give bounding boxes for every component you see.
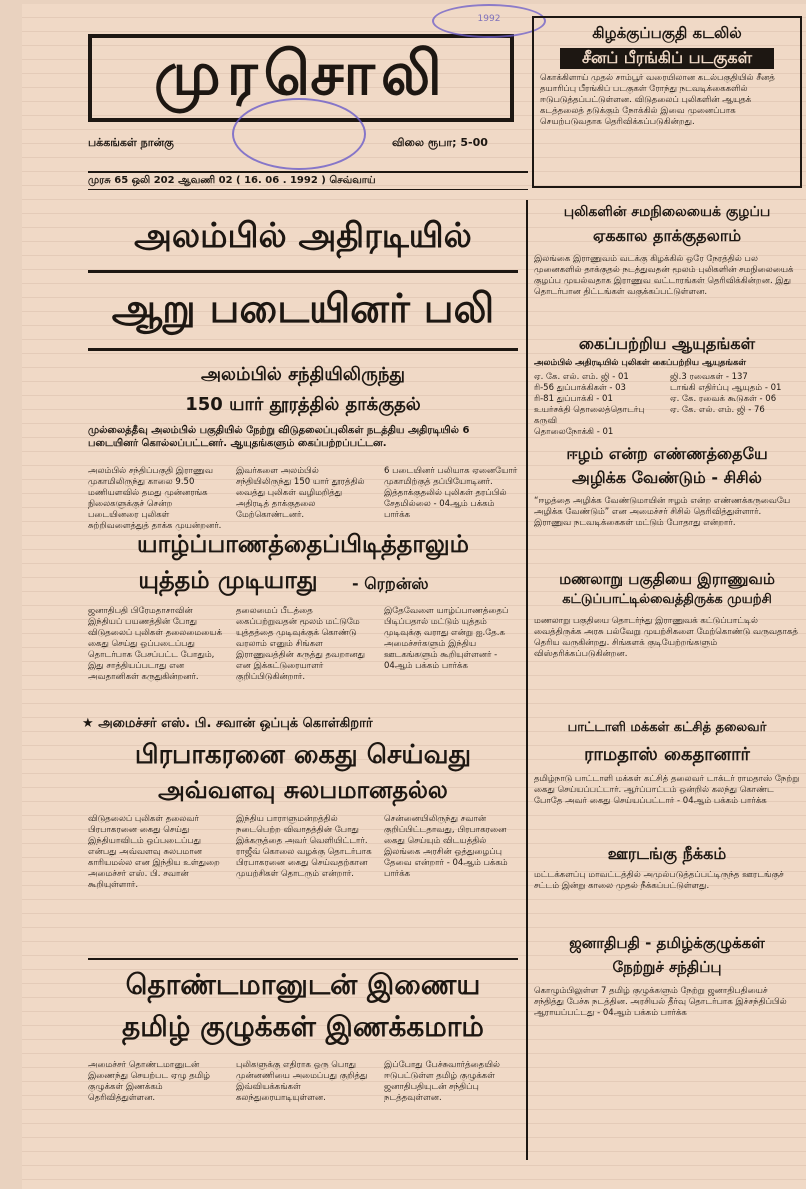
lead-paragraph: முல்லைத்தீவு அலம்பில் பகுதியில் நேற்று விடுதலைப்புலிகள் நடத்திய அதிரடியில் 6 படையினர் கொல்லப்பட்டனர். ஆயுதங்களும் கைப்பற்றப்பட்டன. bbox=[88, 425, 470, 449]
lead-col-3: 6 படையினர் பலியாக ஏனையோர் முகாமிற்குத் தப்பியோடினர். இத்தாக்குதலில் புலிகள் தரப்பில் சேதமில்லை - 04ஆம் பக்கம் பார்க்க bbox=[384, 466, 518, 520]
thonda-col-3: இப்போது பேச்சுவார்த்தையில் ஈடுபட்டுள்ள தமிழ் குழுக்கள் ஜனாதிபதியுடன் சந்திப்பு நடத்தவுள்ளன. bbox=[384, 1060, 500, 1103]
weapon-item: ஜி.3 ரவைகள் - 137 bbox=[670, 372, 748, 382]
top-box-headline: கிழக்குப்பகுதி கடலில் bbox=[592, 24, 742, 42]
minister-tag-text: அமைச்சர் எஸ். பி. சவான் ஒப்புக் கொள்கிறார் bbox=[98, 716, 373, 731]
lead-rule-2 bbox=[88, 348, 518, 351]
right-s5-body: தமிழ்நாடு பாட்டாளி மக்கள் கட்சித் தலைவர் டாக்டர் ராமதாஸ் நேற்று கைது செய்யப்பட்டார். ஆர்ப்பாட்டம் ஒன்றில் கலந்து கொண்ட போதே அவர் கைது செய்யப்பட்டார் - 04ஆம் பக்கம் பார்க்க bbox=[534, 774, 800, 806]
right-s3-head-1: ஈழம் என்ற எண்ணத்தையே bbox=[566, 444, 768, 463]
library-stamp bbox=[432, 4, 546, 38]
weapon-item: ஏ. கே. எல். எம். ஜி - 76 bbox=[670, 405, 765, 415]
minister-col-1: விடுதலைப் புலிகள் தலைவர் பிரபாகரனை கைது செய்து இந்தியாவிடம் ஒப்படைப்பது என்பது அவ்வளவு சுலபமான காரியமல்ல என இந்திய உள்துறை அமைச்சர் எஸ். பி. சவான் கூறியுள்ளார். bbox=[88, 814, 220, 890]
weapon-item: தொலைநோக்கி - 01 bbox=[534, 427, 614, 437]
lead-rule bbox=[88, 270, 518, 273]
right-s1-body: இலங்கை இராணுவம் வடக்கு கிழக்கில் ஒரே நேரத்தில் பல முனைகளில் தாக்குதல் நடத்துவதன் மூலம் புலிகளின் சமநிலையைக் குழப்ப முயல்வதாக இராணுவ வட்டாரங்கள் தெரிவிக்கின்றன. இது தொடர்பான திட்டங்கள் வகுக்கப்பட்டுள்ளன. bbox=[534, 254, 794, 297]
right-s2-intro: அலம்பில் அதிரடியில் புலிகள் கைப்பற்றிய ஆயுதங்கள் bbox=[534, 358, 747, 368]
right-s7-head-1: ஜனாதிபதி - தமிழ்க்குழுக்கள் bbox=[569, 934, 765, 952]
weapon-item: ஏ. கே. எல். எம். ஜி - 01 bbox=[534, 372, 629, 382]
right-s2-head: கைப்பற்றிய ஆயுதங்கள் bbox=[578, 334, 756, 353]
weapon-item: ஏ. கே. ரவைக் கூடுகள் - 06 bbox=[670, 394, 777, 404]
right-s4-head-2: கட்டுப்பாட்டில்வைத்திருக்க முயற்சி bbox=[562, 592, 772, 607]
minister-tag bbox=[82, 716, 522, 732]
minister-col-3: சென்னையிலிருந்து சவான் குறிப்பிட்டதாவது, பிரபாகரனை கைது செய்யும் விடயத்தில் இலங்கை அரசின் ஒத்துழைப்பு தேவை என்றார் - 04ஆம் பக்கம் பார்க்க bbox=[384, 814, 508, 879]
newspaper-page bbox=[22, 4, 806, 1189]
right-s7-body: கொழும்பிலுள்ள 7 தமிழ் குழுக்களும் நேற்று ஜனாதிபதியைச் சந்தித்து பேச்சு நடத்தின. அரசியல் தீர்வு தொடர்பாக இச்சந்திப்பில் ஆராயப்பட்டது - 04ஆம் பக்கம் பார்க்க bbox=[534, 986, 787, 1018]
thonda-rule bbox=[88, 958, 518, 960]
weapon-item: உயர்சக்தி தொலைத்தொடர்பு கருவி bbox=[534, 405, 645, 426]
jaffna-byline: - ரெறன்ஸ் bbox=[352, 574, 429, 593]
top-box-subheadline: சீனப் பீரங்கிப் படகுகள் bbox=[560, 48, 774, 69]
right-s5-tag: பாட்டாளி மக்கள் கட்சித் தலைவர் bbox=[567, 720, 767, 735]
right-s6-body: மட்டக்களப்பு மாவட்டத்தில் அமுல்படுத்தப்பட்டிருந்த ஊரடங்குச் சட்டம் இன்று காலை முதல் நீக்கப்பட்டுள்ளது. bbox=[534, 870, 784, 891]
price-label: விலை ரூபா; 5-00 bbox=[392, 136, 488, 149]
received-stamp bbox=[232, 98, 366, 170]
minister-col-2: இந்திய பாராளுமன்றத்தில் நடைபெற்ற விவாதத்தின் போது இக்கருத்தை அவர் வெளியிட்டார். ராஜீவ் கொலை வழக்கு தொடர்பாக பிரபாகரனை கைது செய்வதற்கான முயற்சிகள் தொடரும் என்றார். bbox=[236, 814, 372, 879]
column-divider bbox=[526, 200, 528, 1160]
thonda-col-2: புலிகளுக்கு எதிராக ஒரு பொது முன்னணியை அமைப்பது குறித்து இவ்வியக்கங்கள் கலந்துரையாடியுள்ளன. bbox=[236, 1060, 368, 1103]
jaffna-col-2: தலைமைப் பீடத்தை கைப்பற்றுவதன் மூலம் மட்டுமே யுத்தத்தை முடிவுக்குக் கொண்டு வரலாம் எனும் சிங்கள இராணுவத்தின் கருத்து தவறானது என இக்கட்டுரையாளர் குறிப்பிடுகின்றார். bbox=[236, 606, 366, 682]
lead-headline-1: அலம்பில் அதிரடியில் bbox=[134, 216, 472, 256]
weapons-list-2 bbox=[670, 372, 800, 416]
stamp-year: 1992 bbox=[477, 14, 501, 24]
lead-col-1: அலம்பில் சந்திப்பகுதி இராணுவ முகாமிலிருந்து காலை 9.50 மணியளவில் தமது முன்னரங்க நிலைகளுக்குச் சென்ற படையினரை புலிகள் சுற்றிவளைத்துத் தாக்க முயன்றனர். bbox=[88, 466, 222, 531]
jaffna-col-1: ஜனாதிபதி பிரேமதாசாவின் இந்தியப் பயணத்தின் போது விடுதலைப் புலிகள் தலைமையைக் கைது செய்து ஒப்படைப்பது தொடர்பாக பேசப்பட்ட போதும், இது சாத்தியப்படாது என அவதானிகள் கருதுகின்றனர். bbox=[88, 606, 222, 682]
minister-headline-1: பிரபாகரனை கைது செய்வது bbox=[134, 740, 472, 770]
lead-sub-2: 150 யார் தூரத்தில் தாக்குதல் bbox=[185, 394, 421, 415]
jaffna-headline-2: யுத்தம் முடியாது bbox=[138, 566, 318, 594]
lead-col-2: இவர்களை அலம்பில் சந்தியிலிருந்து 150 யார் தூரத்தில் வைத்து புலிகள் வழிமறித்து அதிரடித் தாக்குதலை மேற்கொண்டனர். bbox=[236, 466, 365, 520]
weapon-item: டாங்கி எதிர்ப்பு ஆயுதம் - 01 bbox=[670, 383, 782, 393]
right-s3-head-2: அழிக்க வேண்டும் - சிசில் bbox=[572, 468, 762, 487]
right-s7-head-2: நேற்றுச் சந்திப்பு bbox=[612, 958, 722, 976]
right-s1-head-1: புலிகளின் சமநிலையைக் குழப்ப bbox=[563, 204, 771, 220]
masthead-title: முரசொலி bbox=[154, 39, 448, 109]
weapons-list-1 bbox=[534, 372, 664, 438]
top-box-body: கொக்கிளாய் முதல் சாம்பூர் வரையிலான கடல்பகுதியில் சீனத் தயாரிப்பு பீரங்கிப் படகுகள் ரோந்து நடவடிக்கைகளில் ஈடுபடுத்தப்பட்டுள்ளன. விடுதலைப் புலிகளின் ஆயுதக் கடத்தலைத் தடுக்கும் நோக்கில் இவை முனைப்பாக செயற்படுவதாக தெரிவிக்கப்படுகின்றது. bbox=[540, 73, 775, 127]
lead-headline-2: ஆறு படையினர் பலி bbox=[111, 286, 495, 332]
lead-sub: அலம்பில் சந்தியிலிருந்து bbox=[201, 364, 405, 385]
pages-label: பக்கங்கள் நான்கு bbox=[88, 136, 174, 149]
right-s4-head-1: மணலாறு பகுதியை இராணுவம் bbox=[559, 570, 775, 588]
thonda-headline-2: தமிழ் குழுக்கள் இணக்கமாம் bbox=[122, 1010, 484, 1043]
thonda-col-1: அமைச்சர் தொண்டமானுடன் இணைந்து செயற்பட ஏழு தமிழ் குழுக்கள் இணக்கம் தெரிவித்துள்ளன. bbox=[88, 1060, 210, 1103]
jaffna-headline-1: யாழ்ப்பாணத்தைப்பிடித்தாலும் bbox=[137, 530, 469, 558]
star-icon: ★ bbox=[82, 716, 99, 731]
right-s1-head-2: ஏககால தாக்குதலாம் bbox=[592, 226, 742, 245]
weapon-item: ரி-56 துப்பாக்கிகள் - 03 bbox=[534, 383, 626, 393]
right-s5-head: ராமதாஸ் கைதானார் bbox=[584, 744, 750, 765]
dateline: முரசு 65 ஒலி 202 ஆவணி 02 ( 16. 06 . 1992 ) செவ்வாய் bbox=[88, 171, 528, 190]
thonda-headline-1: தொண்டமானுடன் இணைய bbox=[125, 968, 481, 1001]
right-s4-body: மணலாறு பகுதியை தொடர்ந்து இராணுவக் கட்டுப்பாட்டில் வைத்திருக்க அரசு பல்வேறு முயற்சிகளை மேற்கொண்டு வருவதாகத் தெரிய வருகின்றது. சிங்களக் குடியேற்றங்களும் விஸ்தரிக்கப்படுகின்றன. bbox=[534, 616, 798, 659]
right-s6-head: ஊரடங்கு நீக்கம் bbox=[607, 844, 727, 863]
weapon-item: ரி-81 துப்பாக்கி - 01 bbox=[534, 394, 613, 404]
top-news-box bbox=[532, 16, 802, 188]
right-s3-body: “ஈழத்தை அழிக்க வேண்டுமாயின் ஈழம் என்ற எண்ணக்கருவையே அழிக்க வேண்டும்” என அமைச்சர் சிசில் தெரிவித்துள்ளார். இராணுவ நடவடிக்கைகள் மட்டும் போதாது என்றார். bbox=[534, 496, 791, 528]
jaffna-col-3: இதேவேளை யாழ்ப்பாணத்தைப் பிடிப்பதால் மட்டும் யுத்தம் முடிவுக்கு வராது என்று ஐ.தே.க அமைச்சர்களும் இந்திய ஊடகங்களும் கூறியுள்ளனர் - 04ஆம் பக்கம் பார்க்க bbox=[384, 606, 509, 671]
minister-headline-2: அவ்வளவு சுலபமானதல்ல bbox=[158, 776, 448, 804]
